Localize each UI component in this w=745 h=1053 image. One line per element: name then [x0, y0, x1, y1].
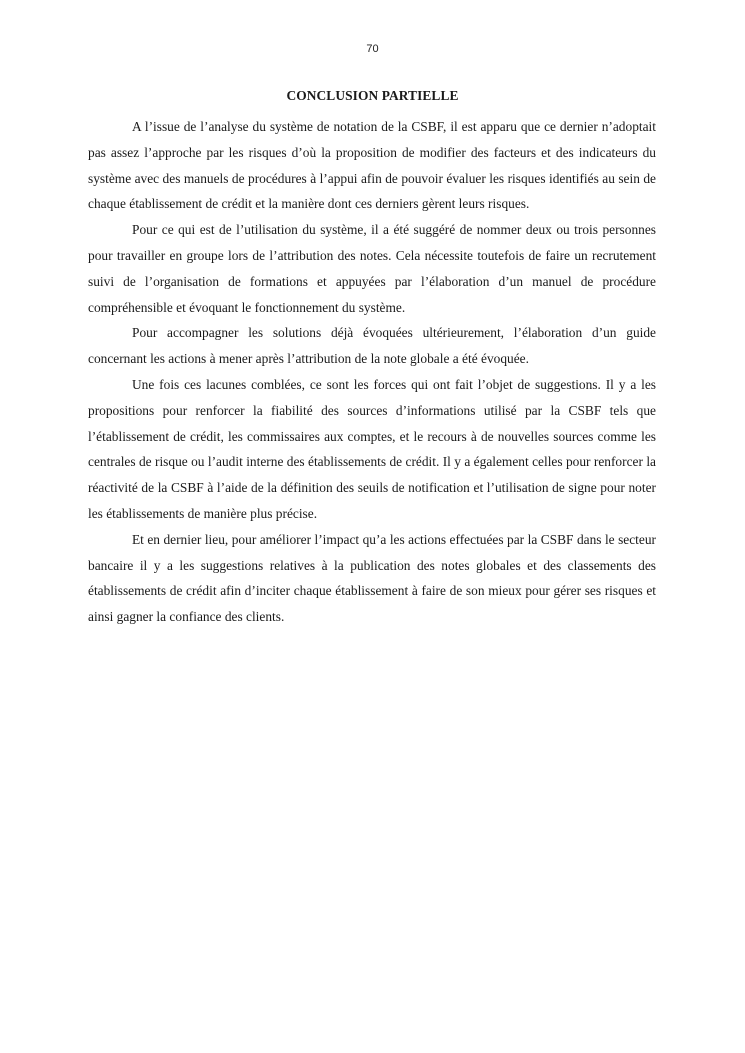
paragraph-4: Une fois ces lacunes comblées, ce sont les forces qui ont fait l’objet de suggestions. Il y a les propositions pour renforcer la fiabilité des sources d’informations utilisé par la CSBF tels que l’établissement de crédit, les commissaires aux comptes, et le recours à de nouvelles sources comme les centrales de risque ou l’audit interne des établissements de crédit. Il y a également celles pour renforcer la réactivité de la CSBF à l’aide de la définition des seuils de notification et l’utilisation de signe pour noter les établissements de manière plus précise.: [88, 376, 656, 521]
paragraph-1: A l’issue de l’analyse du système de notation de la CSBF, il est apparu que ce dernier n’adoptait pas assez l’approche par les risques d’où la proposition de modifier des facteurs et des indicateurs du système avec des manuels de procédures à l’appui afin de pouvoir évaluer les risques identifiés au sein de chaque établissement de crédit et la manière dont ces derniers gèrent leurs risques.: [88, 119, 656, 212]
page-number: 70: [366, 43, 379, 55]
body-text: [88, 114, 656, 630]
paragraph-5: Et en dernier lieu, pour améliorer l’impact qu’a les actions effectuées par la CSBF dans le secteur bancaire il y a les suggestions relatives à la publication des notes globales et des classements des établissements de crédit afin d’inciter chaque établissement à faire de son mieux pour gérer ses risques et ainsi gagner la confiance des clients.: [88, 531, 656, 625]
paragraph-2: Pour ce qui est de l’utilisation du système, il a été suggéré de nommer deux ou trois personnes pour travailler en groupe lors de l’attribution des notes. Cela nécessite toutefois de faire un recrutement suivi de l’organisation de formations et appuyées par l’élaboration d’un manuel de procédure compréhensible et évoquant le fonctionnement du système.: [88, 222, 656, 315]
section-title: CONCLUSION PARTIELLE: [286, 88, 459, 103]
paragraph-3: Pour accompagner les solutions déjà évoquées ultérieurement, l’élaboration d’un guide concernant les actions à mener après l’attribution de la note globale a été évoquée.: [88, 325, 656, 367]
